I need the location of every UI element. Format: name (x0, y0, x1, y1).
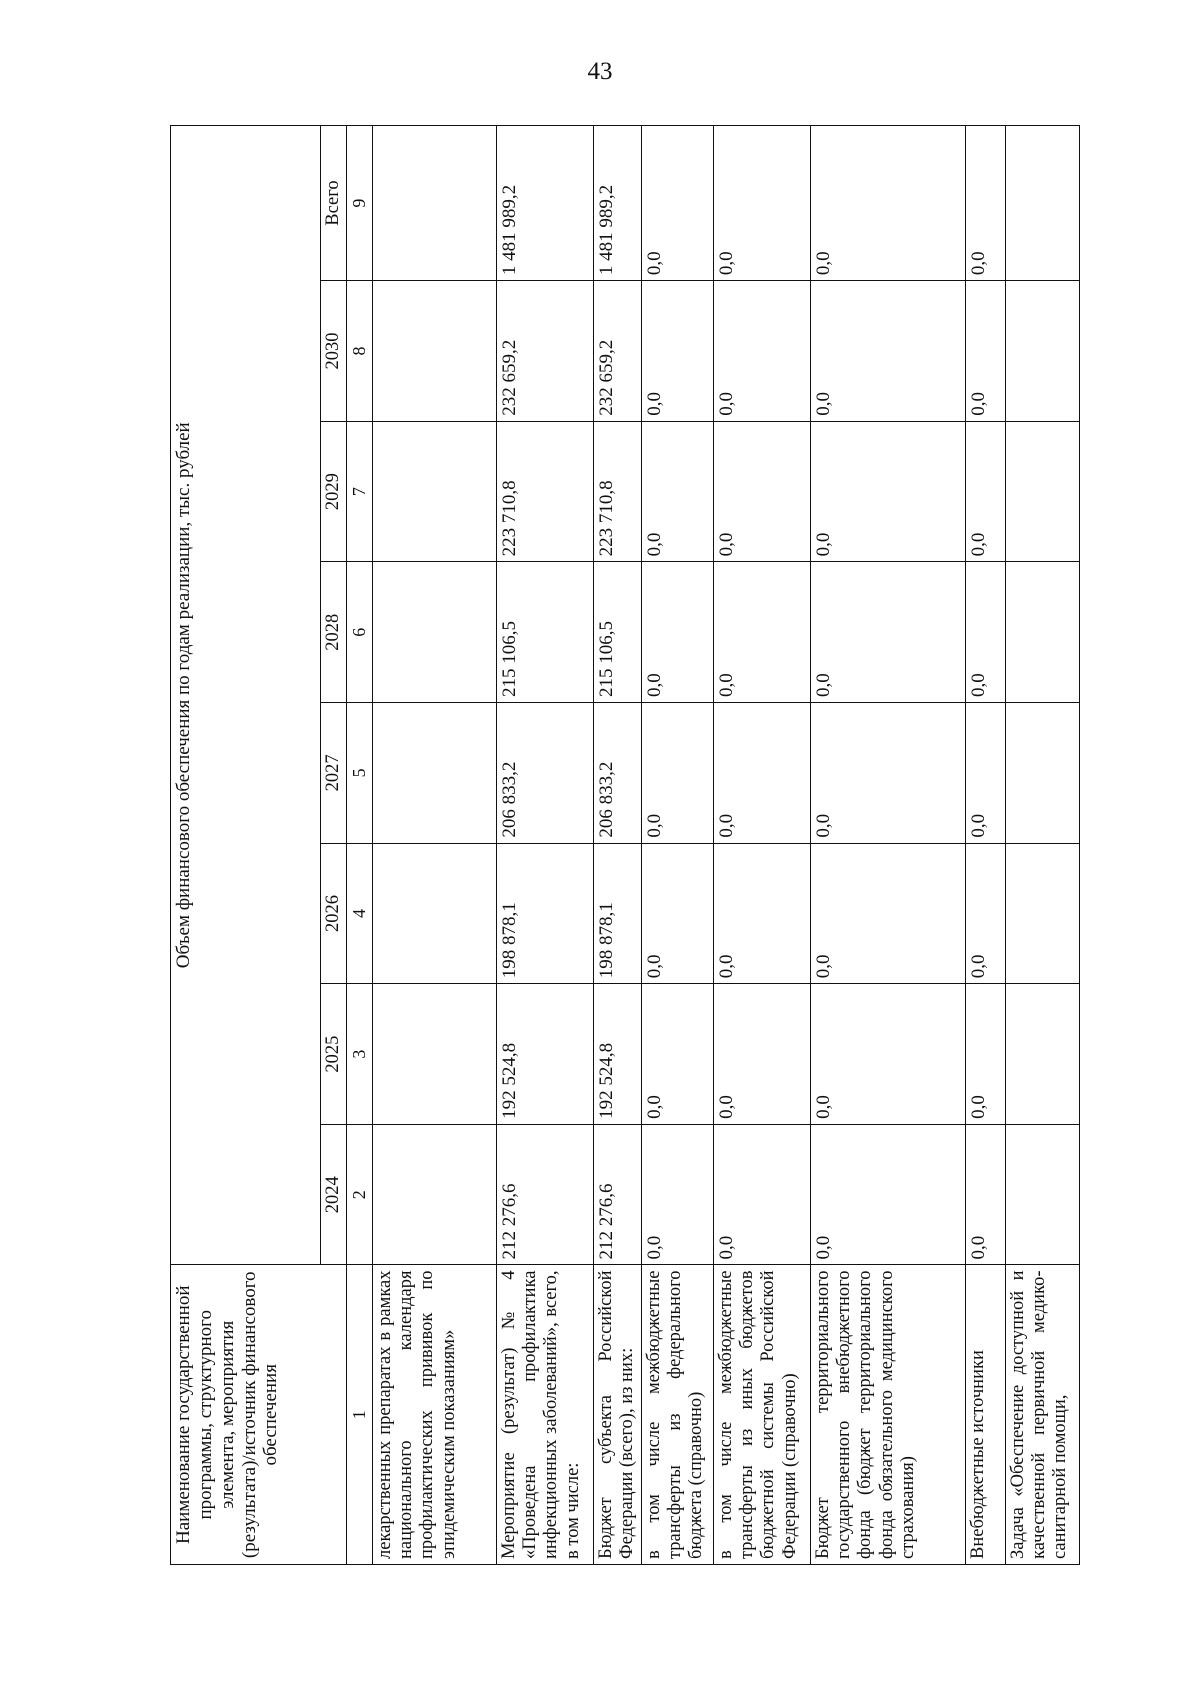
cell-value: 0,0 (713, 562, 810, 703)
cell-value: 232 659,2 (496, 281, 593, 422)
cell-value (372, 843, 496, 984)
cell-value: 0,0 (965, 281, 1005, 422)
cell-value: 0,0 (641, 281, 713, 422)
cell-value: 192 524,8 (593, 984, 641, 1125)
header-year: 2024 (321, 1124, 347, 1265)
table-row (713, 126, 810, 1565)
row-label: лекарственных препаратах в рамках национального календаря профилактических прививок по эпидемическим показаниям» (372, 1265, 496, 1565)
cell-value: 212 276,6 (496, 1124, 593, 1265)
cell-value: 198 878,1 (496, 843, 593, 984)
cell-value (1005, 126, 1079, 281)
table-row (496, 126, 593, 1565)
financing-table (170, 125, 1080, 1565)
column-number: 9 (347, 126, 373, 281)
cell-value (372, 562, 496, 703)
cell-value: 0,0 (965, 421, 1005, 562)
cell-value (1005, 843, 1079, 984)
row-label: Бюджет территориального государственного внебюджетного фонда (бюджет территориального фонда обязательного медицинского страхования) (810, 1265, 965, 1565)
cell-value: 0,0 (965, 984, 1005, 1125)
cell-value (372, 1124, 496, 1265)
cell-value: 0,0 (965, 562, 1005, 703)
cell-value: 0,0 (965, 1124, 1005, 1265)
row-label: Задача «Обеспечение доступной и качественной первичной медико-санитарной помощи, (1005, 1265, 1079, 1565)
row-label: Бюджет субъекта Российской Федерации (всего), из них: (593, 1265, 641, 1565)
cell-value: 223 710,8 (496, 421, 593, 562)
cell-value (1005, 984, 1079, 1125)
cell-value: 0,0 (641, 562, 713, 703)
column-number: 7 (347, 421, 373, 562)
cell-value: 0,0 (713, 126, 810, 281)
row-label: в том числе межбюджетные трансферты из федерального бюджета (справочно) (641, 1265, 713, 1565)
cell-value: 0,0 (810, 562, 965, 703)
cell-value: 0,0 (641, 703, 713, 844)
cell-value (372, 421, 496, 562)
column-number: 3 (347, 984, 373, 1125)
cell-value: 223 710,8 (593, 421, 641, 562)
table-row (965, 126, 1005, 1565)
column-number: 4 (347, 843, 373, 984)
cell-value: 212 276,6 (593, 1124, 641, 1265)
column-number: 2 (347, 1124, 373, 1265)
header-name-column: Наименование государственной программы, структурного элемента, мероприятия (результата)/источник финансового обеспечения (171, 1265, 347, 1565)
cell-value (372, 281, 496, 422)
row-label: Внебюджетные источники (965, 1265, 1005, 1565)
page-number: 43 (587, 58, 613, 85)
cell-value: 0,0 (810, 281, 965, 422)
cell-value: 0,0 (810, 1124, 965, 1265)
row-label: Мероприятие (результат) № 4 «Проведена профилактика инфекционных заболеваний», всего, в том числе: (496, 1265, 593, 1565)
cell-value: 1 481 989,2 (496, 126, 593, 281)
column-number: 8 (347, 281, 373, 422)
cell-value: 206 833,2 (496, 703, 593, 844)
cell-value: 0,0 (810, 126, 965, 281)
cell-value: 0,0 (713, 984, 810, 1125)
column-number: 1 (347, 1265, 373, 1565)
cell-value (1005, 281, 1079, 422)
cell-value: 0,0 (713, 281, 810, 422)
cell-value (1005, 1124, 1079, 1265)
cell-value: 1 481 989,2 (593, 126, 641, 281)
cell-value: 0,0 (810, 421, 965, 562)
header-year: 2027 (321, 703, 347, 844)
column-number: 6 (347, 562, 373, 703)
cell-value: 215 106,5 (496, 562, 593, 703)
table-row (641, 126, 713, 1565)
rotated-table-container (170, 125, 1071, 1565)
cell-value (372, 703, 496, 844)
cell-value: 206 833,2 (593, 703, 641, 844)
cell-value: 0,0 (641, 984, 713, 1125)
cell-value (1005, 421, 1079, 562)
header-year: 2028 (321, 562, 347, 703)
cell-value: 0,0 (965, 703, 1005, 844)
cell-value: 0,0 (965, 126, 1005, 281)
cell-value: 0,0 (641, 843, 713, 984)
cell-value: 0,0 (810, 984, 965, 1125)
header-year: 2029 (321, 421, 347, 562)
header-total: Всего (321, 126, 347, 281)
cell-value (372, 984, 496, 1125)
cell-value: 0,0 (965, 843, 1005, 984)
table-row (810, 126, 965, 1565)
cell-value: 0,0 (810, 843, 965, 984)
table-row (372, 126, 496, 1565)
row-label: в том числе межбюджетные трансферты из иных бюджетов бюджетной системы Российской Федерации (справочно) (713, 1265, 810, 1565)
cell-value: 0,0 (641, 421, 713, 562)
cell-value: 0,0 (713, 421, 810, 562)
cell-value: 232 659,2 (593, 281, 641, 422)
cell-value: 0,0 (713, 843, 810, 984)
table-row (593, 126, 641, 1565)
cell-value (1005, 703, 1079, 844)
cell-value: 0,0 (641, 126, 713, 281)
cell-value: 215 106,5 (593, 562, 641, 703)
header-year: 2030 (321, 281, 347, 422)
column-number: 5 (347, 703, 373, 844)
cell-value (372, 126, 496, 281)
header-year: 2025 (321, 984, 347, 1125)
cell-value: 198 878,1 (593, 843, 641, 984)
cell-value: 0,0 (641, 1124, 713, 1265)
cell-value (1005, 562, 1079, 703)
cell-value: 0,0 (810, 703, 965, 844)
cell-value: 0,0 (713, 1124, 810, 1265)
cell-value: 0,0 (713, 703, 810, 844)
cell-value: 192 524,8 (496, 984, 593, 1125)
header-year: 2026 (321, 843, 347, 984)
table-row (1005, 126, 1079, 1565)
header-group: Объем финансового обеспечения по годам реализации, тыс. рублей (171, 126, 321, 1266)
